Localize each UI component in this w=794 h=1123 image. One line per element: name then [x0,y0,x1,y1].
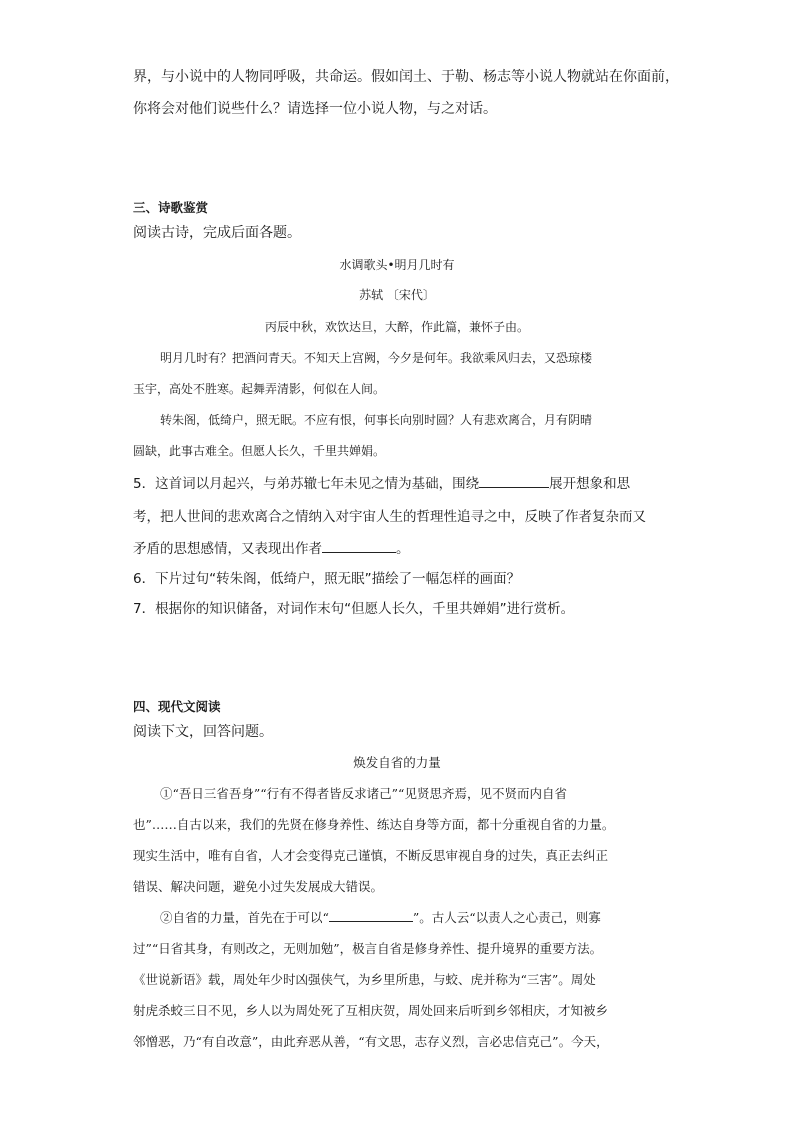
essay-line: 也”……自古以来，我们的先贤在修身养性、练达自身等方面，都十分重视自省的力量。 [133,817,615,832]
section-heading: 三、诗歌鉴赏 [133,200,209,215]
essay-title: 焕发自省的力量 [353,755,441,770]
essay-line: 现实生活中，唯有自省，人才会变得克己谨慎，不断反思审视自身的过失，真正去纠正 [133,848,609,863]
essay-line-with-blank [160,908,601,926]
question-text: 5．这首词以月起兴，与弟苏辙七年未见之情为基础，围绕 [133,476,480,492]
answer-blank[interactable] [329,909,413,922]
answer-blank[interactable] [322,540,396,553]
poem-line: 明月几时有？把酒问青天。不知天上宫阙，今夕是何年。我欲乘风归去，又恐琼楼 [160,351,593,365]
essay-text: ②自省的力量，首先在于可以“ [160,910,329,925]
question-5-line3 [133,537,410,557]
essay-line: ①“吾日三省吾身”“行有不得者皆反求诸己”“见贤思齐焉，见不贤而内自省 [160,786,567,801]
question-text: 。 [396,541,410,557]
question-text: 展开想象和思 [549,476,631,492]
question-text: 矛盾的思想感情，又表现出作者 [133,541,322,557]
essay-text: ”。古人云“以责人之心责己，则寡 [412,910,601,925]
section-instruction: 阅读古诗，完成后面各题。 [133,225,301,241]
text-line: 你将会对他们说些什么？请选择一位小说人物，与之对话。 [133,101,497,117]
poem-author: 苏轼 〔宋代〕 [359,288,435,302]
essay-line: 过”“日省其身，有则改之，无则加勉”，极言自省是修身养性、提升境界的重要方法。 [133,941,603,956]
essay-line: 射虎杀蛟三日不见，乡人以为周处死了互相庆贺，周处回来后听到乡邻相庆，才知被乡 [133,1003,609,1018]
text-line: 界，与小说中的人物同呼吸，共命运。假如闰土、于勒、杨志等小说人物就站在你面前， [133,69,679,85]
question-5 [133,472,630,492]
poem-line: 圆缺，此事古难全。但愿人长久，千里共婵娟。 [133,444,386,458]
poem-title: 水调歌头•明月几时有 [339,258,455,272]
section-instruction: 阅读下文，回答问题。 [133,724,273,740]
essay-line: 错误、解决问题，避免小过失发展成大错误。 [133,879,384,894]
poem-line: 玉宇，高处不胜寒。起舞弄清影，何似在人间。 [133,382,386,396]
question-7: 7．根据你的知识储备，对词作末句“但愿人长久，千里共婵娟”进行赏析。 [133,601,575,617]
essay-line: 邻憎恶，乃“有自改意”，由此弃恶从善，“有文思，志存义烈，言必忠信克己”。今天， [133,1034,609,1049]
essay-line: 《世说新语》载，周处年少时凶强侠气，为乡里所患，与蛟、虎并称为“三害”。周处 [133,972,596,987]
question-6: 6．下片过句“转朱阁，低绮户，照无眠”描绘了一幅怎样的画面？ [133,571,521,587]
poem-preface: 丙辰中秋，欢饮达旦，大醉，作此篇，兼怀子由。 [264,320,529,334]
poem-line: 转朱阁，低绮户，照无眠。不应有恨，何事长向别时圆？人有悲欢离合，月有阴晴 [160,413,593,427]
answer-blank[interactable] [479,475,549,488]
section-heading: 四、现代文阅读 [133,699,221,714]
question-text: 考，把人世间的悲欢离合之情纳入对宇宙人生的哲理性追寻之中，反映了作者复杂而又 [133,509,646,525]
